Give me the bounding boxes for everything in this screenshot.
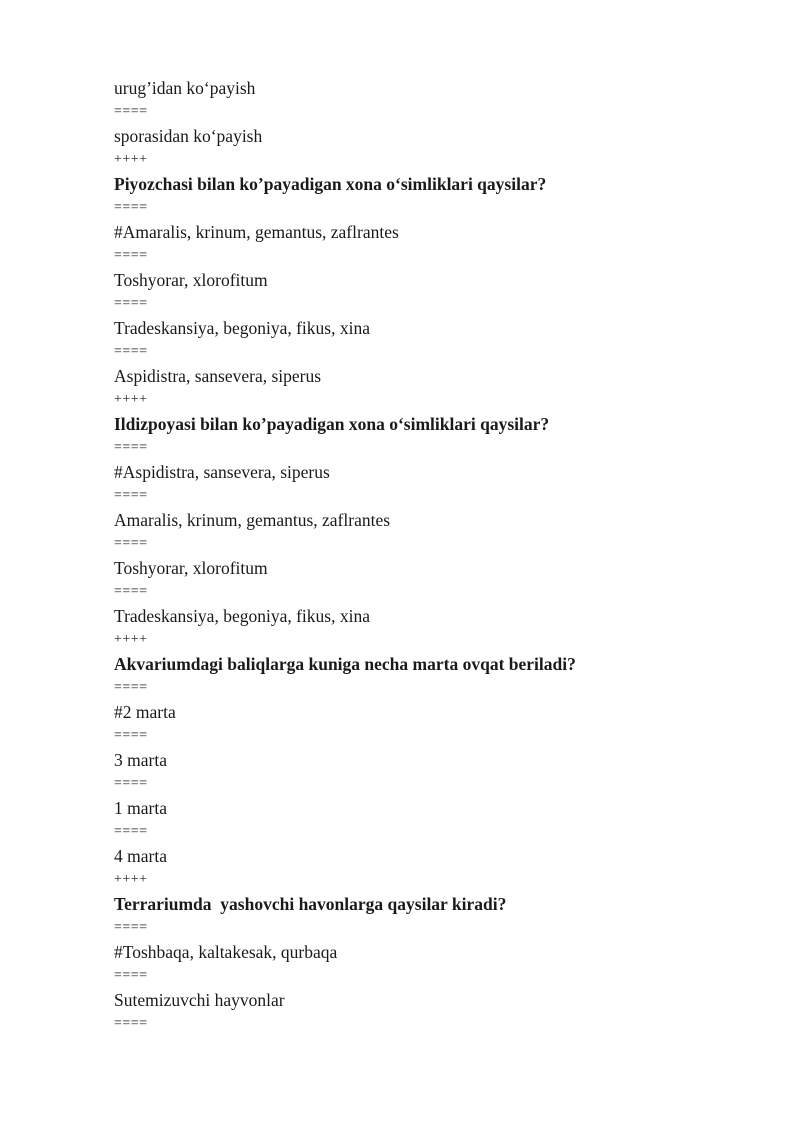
separator-line: ====: [114, 920, 148, 935]
answer-option: #2 marta: [114, 702, 176, 722]
separator-line: ====: [114, 968, 148, 983]
separator-line: ====: [114, 248, 148, 263]
answer-option: Tradeskansiya, begoniya, fikus, xina: [114, 318, 370, 338]
answer-option: Aspidistra, sansevera, siperus: [114, 366, 322, 386]
separator-line: ====: [114, 728, 148, 743]
separator-line: ====: [114, 584, 148, 599]
answer-option: Toshyorar, xlorofitum: [114, 270, 268, 290]
answer-option: #Aspidistra, sansevera, siperus: [114, 462, 330, 482]
question-text: Piyozchasi bilan ko’payadigan xona o‘simliklari qaysilar?: [114, 174, 547, 194]
answer-option: Tradeskansiya, begoniya, fikus, xina: [114, 606, 370, 626]
answer-option: #Toshbaqa, kaltakesak, qurbaqa: [114, 942, 338, 962]
answer-option: sporasidan ko‘payish: [114, 126, 263, 146]
separator-line: ++++: [114, 872, 148, 887]
separator-line: ====: [114, 440, 148, 455]
separator-line: ====: [114, 1016, 148, 1031]
separator-line: ====: [114, 680, 148, 695]
answer-option: Toshyorar, xlorofitum: [114, 558, 268, 578]
separator-line: ====: [114, 488, 148, 503]
document-body: [114, 76, 754, 1036]
separator-line: ====: [114, 536, 148, 551]
answer-option: #Amaralis, krinum, gemantus, zaflrantes: [114, 222, 399, 242]
separator-line: ++++: [114, 392, 148, 407]
question-text: Terrariumda yashovchi havonlarga qaysilar kiradi?: [114, 894, 507, 914]
separator-line: ====: [114, 344, 148, 359]
separator-line: ++++: [114, 632, 148, 647]
answer-option: Amaralis, krinum, gemantus, zaflrantes: [114, 510, 391, 530]
separator-line: ====: [114, 200, 148, 215]
separator-line: ====: [114, 296, 148, 311]
question-text: Akvariumdagi baliqlarga kuniga necha marta ovqat beriladi?: [114, 654, 576, 674]
separator-line: ++++: [114, 152, 148, 167]
separator-line: ====: [114, 824, 148, 839]
answer-option: urug’idan ko‘payish: [114, 78, 256, 98]
answer-option: 3 marta: [114, 750, 167, 770]
answer-option: 1 marta: [114, 798, 167, 818]
separator-line: ====: [114, 104, 148, 119]
separator-line: ====: [114, 776, 148, 791]
answer-option: 4 marta: [114, 846, 167, 866]
answer-option: Sutemizuvchi hayvonlar: [114, 990, 285, 1010]
question-text: Ildizpoyasi bilan ko’payadigan xona o‘simliklari qaysilar?: [114, 414, 550, 434]
